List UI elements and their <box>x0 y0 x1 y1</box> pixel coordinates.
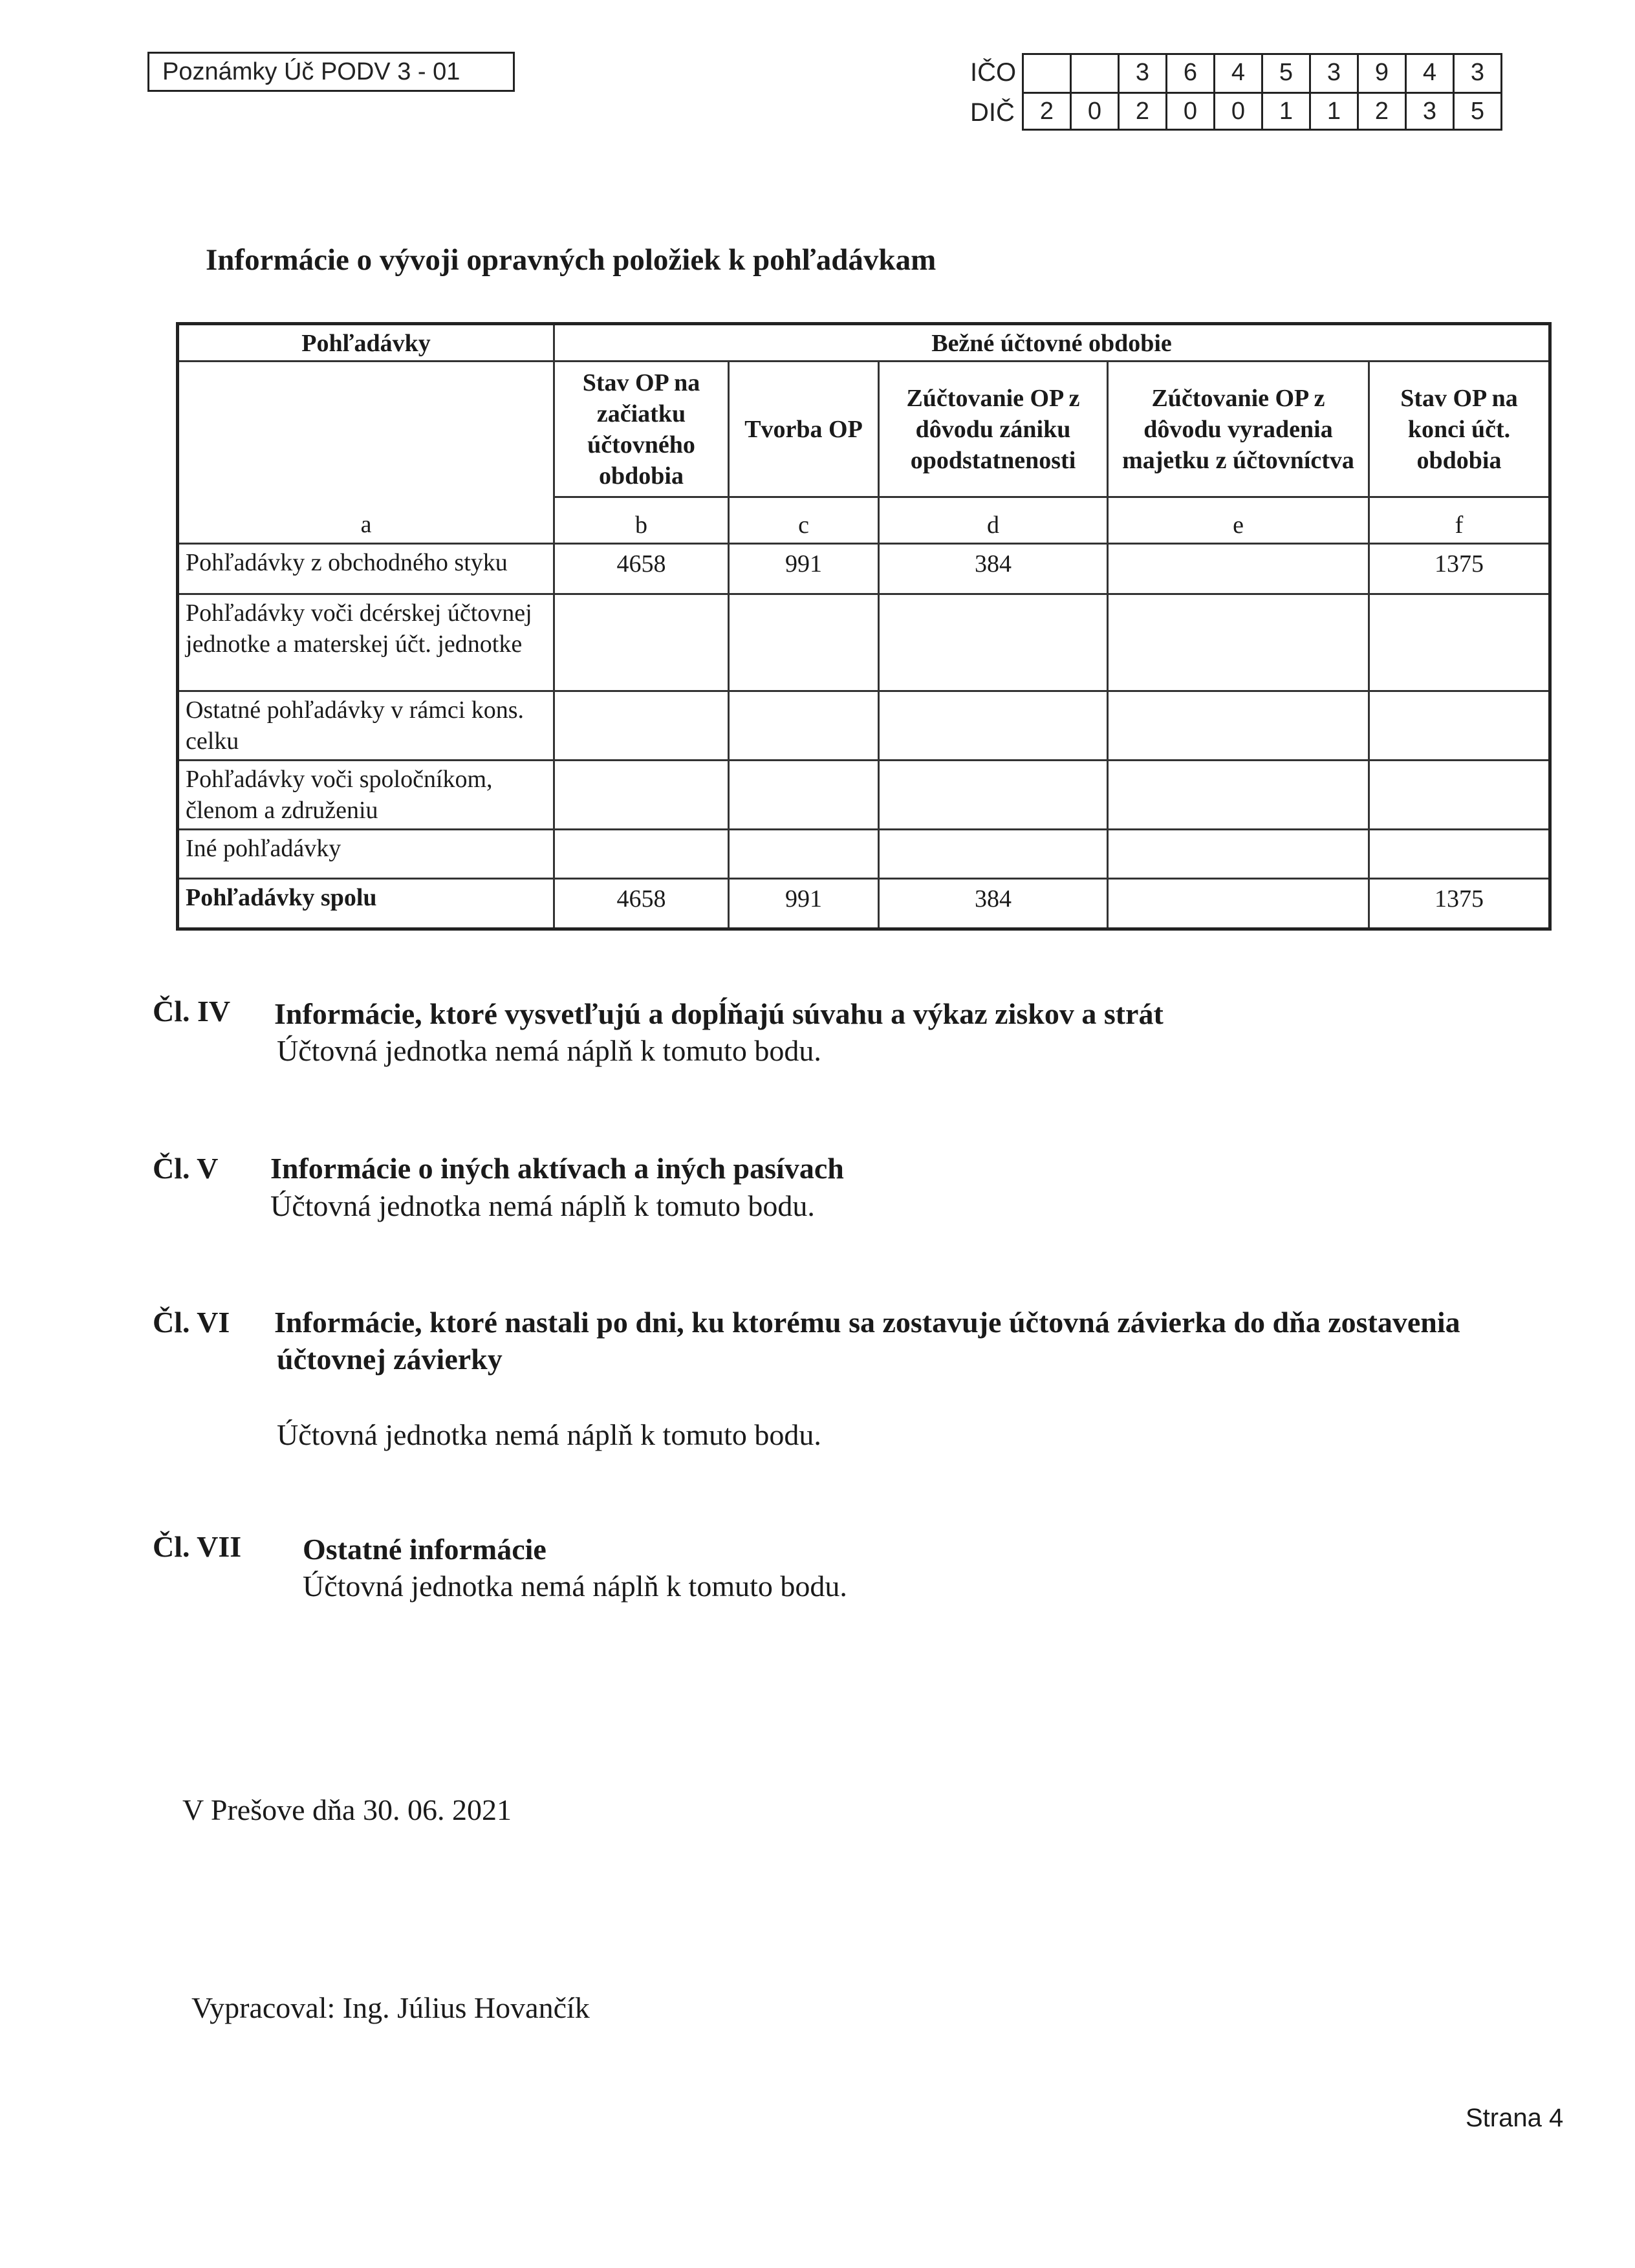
ico-digit: 5 <box>1263 53 1311 92</box>
row-label: Ostatné pohľadávky v rámci kons. celku <box>178 691 554 761</box>
column-letter: f <box>1369 497 1550 544</box>
total-d: 384 <box>879 879 1108 929</box>
total-b: 4658 <box>554 879 729 929</box>
column-header: Zúčtovanie OP z dôvodu vyradenia majetku z účtovníctva <box>1108 362 1369 497</box>
article-body: Účtovná jednotka nemá náplň k tomuto bodu. <box>277 1034 821 1067</box>
cell-b <box>554 761 729 830</box>
dic-digit: 2 <box>1024 92 1072 131</box>
cell-b <box>554 830 729 879</box>
cell-e <box>1108 594 1369 691</box>
table-row <box>178 830 1550 879</box>
column-letter: e <box>1108 497 1369 544</box>
table-total-row <box>178 879 1550 929</box>
group-header-period: Bežné účtovné obdobie <box>554 324 1550 362</box>
row-label: Pohľadávky voči dcérskej účtovnej jednotke a materskej účt. jednotke <box>178 594 554 691</box>
table-row <box>178 761 1550 830</box>
cell-f: 1375 <box>1369 544 1550 594</box>
cell-d <box>879 830 1108 879</box>
column-letter: d <box>879 497 1108 544</box>
cell-f <box>1369 761 1550 830</box>
ico-digit: 4 <box>1407 53 1455 92</box>
ico-digit <box>1072 53 1120 92</box>
cell-c: 991 <box>729 544 879 594</box>
cell-f <box>1369 691 1550 761</box>
cell-b <box>554 594 729 691</box>
dic-digit: 0 <box>1072 92 1120 131</box>
ico-digit: 3 <box>1455 53 1502 92</box>
dic-digit: 2 <box>1120 92 1167 131</box>
ico-digit: 3 <box>1120 53 1167 92</box>
total-label: Pohľadávky spolu <box>178 879 554 929</box>
form-label: Poznámky Úč PODV 3 - 01 <box>147 52 515 92</box>
cell-e <box>1108 691 1369 761</box>
group-header-receivables: Pohľadávky <box>178 324 554 362</box>
dic-digit: 0 <box>1167 92 1215 131</box>
dic-label: DIČ <box>970 98 1015 127</box>
allowance-table <box>176 322 1552 931</box>
place-and-date: V Prešove dňa 30. 06. 2021 <box>182 1793 512 1826</box>
page-number: Strana 4 <box>1466 2104 1564 2132</box>
cell-b: 4658 <box>554 544 729 594</box>
cell-e <box>1108 830 1369 879</box>
article-number: Čl. VII <box>153 1530 242 1563</box>
section-title: Informácie o vývoji opravných položiek k pohľadávkam <box>206 243 937 277</box>
cell-c <box>729 761 879 830</box>
column-header: Zúčtovanie OP z dôvodu zániku opodstatnenosti <box>879 362 1108 497</box>
article-title: Ostatné informácie <box>303 1533 547 1566</box>
article-title: Informácie, ktoré nastali po dni, ku ktorému sa zostavuje účtovná závierka do dňa zostavenia <box>274 1306 1460 1339</box>
column-header: Stav OP na konci účt. obdobia <box>1369 362 1550 497</box>
article-number: Čl. VI <box>153 1306 230 1339</box>
cell-e <box>1108 544 1369 594</box>
cell-d <box>879 691 1108 761</box>
total-e <box>1108 879 1369 929</box>
cell-e <box>1108 761 1369 830</box>
cell-f <box>1369 830 1550 879</box>
header-spacer <box>178 362 554 497</box>
dic-digit: 3 <box>1407 92 1455 131</box>
table-row <box>178 691 1550 761</box>
total-c: 991 <box>729 879 879 929</box>
cell-c <box>729 594 879 691</box>
cell-d: 384 <box>879 544 1108 594</box>
cell-d <box>879 594 1108 691</box>
dic-grid <box>1022 92 1502 131</box>
cell-d <box>879 761 1108 830</box>
cell-b <box>554 691 729 761</box>
column-letter: c <box>729 497 879 544</box>
ico-digit: 3 <box>1311 53 1359 92</box>
ico-label: IČO <box>970 58 1017 87</box>
column-header: Stav OP na začiatku účtovného obdobia <box>554 362 729 497</box>
row-label: Pohľadávky voči spoločníkom, členom a združeniu <box>178 761 554 830</box>
ico-digit: 9 <box>1359 53 1407 92</box>
ico-digit: 6 <box>1167 53 1215 92</box>
column-header: Tvorba OP <box>729 362 879 497</box>
ico-digit: 4 <box>1215 53 1263 92</box>
article-title-continued: účtovnej závierky <box>277 1343 503 1376</box>
article-title: Informácie, ktoré vysvetľujú a dopĺňajú súvahu a výkaz ziskov a strát <box>274 997 1164 1030</box>
article-body: Účtovná jednotka nemá náplň k tomuto bodu. <box>270 1189 815 1222</box>
article-title: Informácie o iných aktívach a iných pasívach <box>270 1152 844 1185</box>
article-body: Účtovná jednotka nemá náplň k tomuto bodu. <box>277 1418 821 1451</box>
cell-f <box>1369 594 1550 691</box>
ico-digit <box>1024 53 1072 92</box>
column-letter: a <box>178 497 554 544</box>
column-letter: b <box>554 497 729 544</box>
dic-digit: 2 <box>1359 92 1407 131</box>
article-number: Čl. V <box>153 1152 219 1185</box>
cell-c <box>729 830 879 879</box>
row-label: Iné pohľadávky <box>178 830 554 879</box>
table-row <box>178 544 1550 594</box>
total-f: 1375 <box>1369 879 1550 929</box>
cell-c <box>729 691 879 761</box>
row-label: Pohľadávky z obchodného styku <box>178 544 554 594</box>
dic-digit: 1 <box>1263 92 1311 131</box>
article-number: Čl. IV <box>153 995 231 1028</box>
dic-digit: 0 <box>1215 92 1263 131</box>
prepared-by: Vypracoval: Ing. Július Hovančík <box>191 1991 590 2024</box>
article-body: Účtovná jednotka nemá náplň k tomuto bodu. <box>303 1570 847 1603</box>
table-row <box>178 594 1550 691</box>
ico-grid <box>1022 53 1502 92</box>
dic-digit: 1 <box>1311 92 1359 131</box>
dic-digit: 5 <box>1455 92 1502 131</box>
